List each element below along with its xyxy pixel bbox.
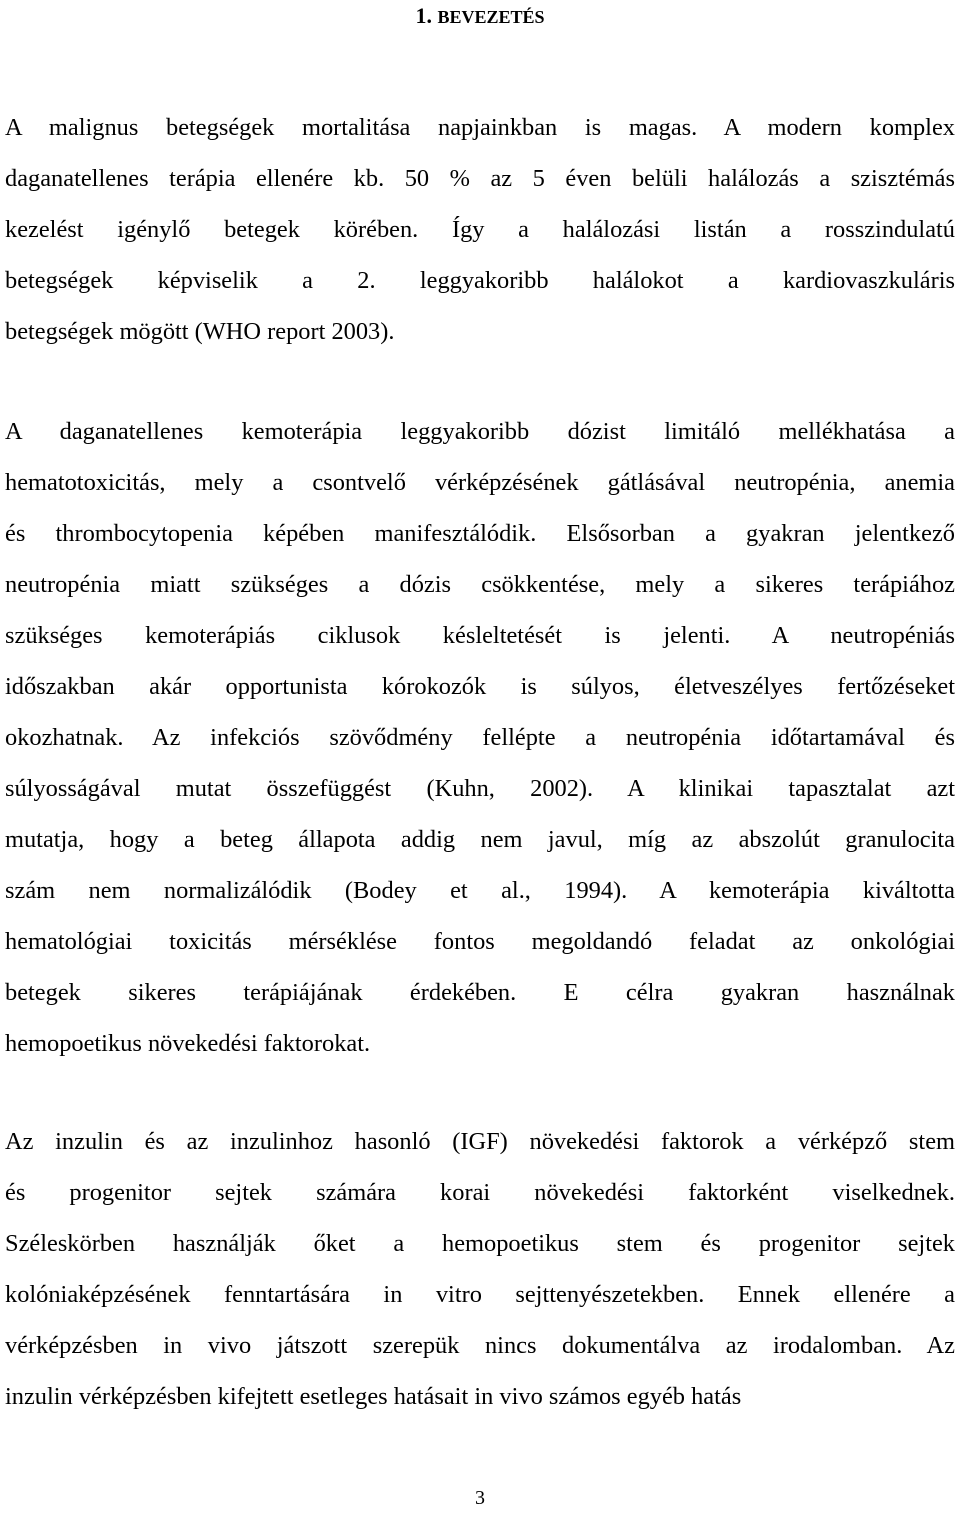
paragraph-line: okozhatnak. Az infekciós szövődmény fellépte a neutropénia időtartamával és [5,724,955,751]
paragraph-line: vérképzésben in vivo játszott szerepük nincs dokumentálva az irodalomban. Az [5,1332,955,1359]
paragraph-line: hemopoetikus növekedési faktorokat. [5,1030,371,1057]
chapter-heading [0,2,960,31]
paragraph-line: hematotoxicitás, mely a csontvelő vérképzésének gátlásával neutropénia, anemia [5,469,955,496]
paragraph-line: kolóniaképzésének fenntartására in vitro sejttenyészetekben. Ennek ellenére a [5,1281,955,1308]
paragraph-line: szükséges kemoterápiás ciklusok késleltetését is jelenti. A neutropéniás [5,622,955,649]
paragraph-line: inzulin vérképzésben kifejtett esetleges hatásait in vivo számos egyéb hatás [5,1383,742,1410]
paragraph-2 [5,406,955,1069]
page-number: 3 [475,1487,485,1509]
paragraph-line: súlyosságával mutat összefüggést (Kuhn, 2002). A klinikai tapasztalat azt [5,775,955,802]
paragraph-line: neutropénia miatt szükséges a dózis csökkentése, mely a sikeres terápiához [5,571,955,598]
paragraph-line: A daganatellenes kemoterápia leggyakoribb dózist limitáló mellékhatása a [5,418,955,445]
paragraph-line: időszakban akár opportunista kórokozók is súlyos, életveszélyes fertőzéseket [5,673,955,700]
paragraph-line: Az inzulin és az inzulinhoz hasonló (IGF) növekedési faktorok a vérképző stem [5,1128,955,1155]
paragraph-line: betegségek képviselik a 2. leggyakoribb halálokot a kardiovaszkuláris [5,267,955,294]
paragraph-line: mutatja, hogy a beteg állapota addig nem javul, míg az abszolút granulocita [5,826,955,853]
paragraph-1 [5,102,955,357]
paragraph-line: és thrombocytopenia képében manifesztálódik. Elsősorban a gyakran jelentkező [5,520,955,547]
paragraph-line: hematológiai toxicitás mérséklése fontos megoldandó feladat az onkológiai [5,928,955,955]
paragraph-3 [5,1116,955,1422]
paragraph-line: szám nem normalizálódik (Bodey et al., 1994). A kemoterápia kiváltotta [5,877,955,904]
chapter-title: BEVEZETÉS [437,7,545,27]
paragraph-line: daganatellenes terápia ellenére kb. 50 % az 5 éven belüli halálozás a szisztémás [5,165,955,192]
paragraph-line: kezelést igénylő betegek körében. Így a halálozási listán a rosszindulatú [5,216,955,243]
chapter-number: 1. [415,3,432,28]
paragraph-line: és progenitor sejtek számára korai növekedési faktorként viselkednek. [5,1179,955,1206]
paragraph-line: betegségek mögött (WHO report 2003). [5,318,395,345]
paragraph-line: A malignus betegségek mortalitása napjainkban is magas. A modern komplex [5,114,955,141]
paragraph-line: betegek sikeres terápiájának érdekében. E célra gyakran használnak [5,979,955,1006]
paragraph-line: Széleskörben használják őket a hemopoetikus stem és progenitor sejtek [5,1230,955,1257]
